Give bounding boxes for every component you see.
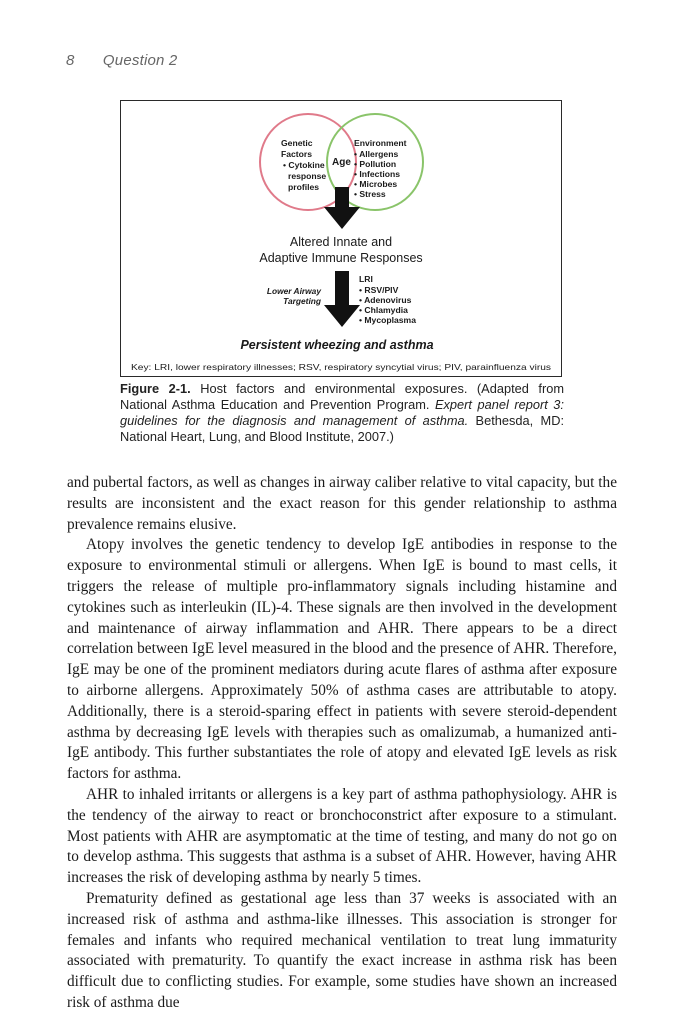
figure-diagram [120, 100, 562, 377]
paragraph: Prematurity defined as gestational age less than 37 weeks is associated with an increased risk of asthma and asthma-like illnesses. This association is stronger for females and infants who required mechanical ventilation to treat lung immaturity associated with prematurity. To quantify the exact increase in asthma risk has been difficult due to conflicting studies. For example, some studies have shown an increased risk of asthma due [67, 889, 617, 1011]
responses-line-1: Altered Innate and [289, 235, 393, 249]
section-title: Question 2 [102, 52, 178, 69]
environment-title: Environment [354, 138, 407, 148]
down-arrow-icon [324, 271, 360, 327]
age-label: Age [332, 157, 351, 168]
lri-item: • RSV/PIV [359, 285, 399, 295]
environment-item: • Pollution [354, 159, 397, 169]
figure-label: Figure 2-1. [120, 381, 191, 396]
genetic-title-2: Factors [281, 149, 313, 159]
outcome-label: Persistent wheezing and asthma [240, 338, 434, 352]
running-header [66, 52, 177, 69]
diagram-svg [121, 101, 563, 378]
environment-item: • Allergens [354, 149, 399, 159]
paragraph: AHR to inhaled irritants or allergens is a key part of asthma pathophysiology. AHR is the tendency of the airway to react or bronchoconstrict after exposure to a stimulant. Most patients with AHR are asymptomatic at the time of testing, and many do not go on to develop asthma. This suggests that asthma is a subset of AHR. However, having AHR increases the risk of developing asthma by nearly 5 times. [67, 785, 617, 887]
lri-item: • Chlamydia [359, 305, 408, 315]
caption-text: Bethesda, MD: National Heart, Lung, and Blood Institute, 2007.) [120, 413, 564, 444]
paragraph: and pubertal factors, as well as changes in airway caliber relative to vital capacity, but the results are inconsistent and the exact reason for this gender relationship to asthma prevalence remains elusive. [67, 474, 617, 533]
caption-text: Host factors and environmental exposures. (Adapted from National Asthma Education and Prevention Program. [120, 381, 564, 412]
genetic-item: response [288, 171, 327, 181]
figure-caption [120, 381, 564, 445]
targeting-line-2: Targeting [283, 296, 321, 306]
genetic-title-1: Genetic [281, 138, 313, 148]
page-number: 8 [66, 52, 75, 69]
paragraph: Atopy involves the genetic tendency to develop IgE antibodies in response to the exposure to environmental stimuli or allergens. When IgE is bound to mast cells, it triggers the release of multiple pro-inflammatory signals including histamine and cytokines such as interleukin (IL)-4. These signals are then involved in the development and maintenance of airway inflammation and AHR. There appears to be a direct correlation between IgE level measured in the blood and the presence of AHR. Therefore, IgE may be one of the prominent mediators during acute flares of asthma after exposure to airborne allergens. Approximately 50% of asthma cases are attributable to atopy. Additionally, there is a steroid-sparing effect in patients with severe steroid-dependent asthma by decreasing IgE levels with therapies such as omalizumab, a humanized anti-IgE antibody. This further substantiates the role of atopy and elevated IgE levels as risk factors for asthma. [67, 536, 617, 783]
responses-line-2: Adaptive Immune Responses [259, 251, 423, 265]
environment-item: • Infections [354, 169, 400, 179]
lri-title: LRI [359, 274, 373, 284]
genetic-item: profiles [288, 182, 320, 192]
caption-citation-title: Expert panel report 3: guidelines for the diagnosis and management of asthma. [120, 397, 564, 428]
lri-item: • Mycoplasma [359, 315, 416, 325]
environment-item: • Stress [354, 189, 386, 199]
figure-key: Key: LRI, lower respiratory illnesses; RSV, respiratory syncytial virus; PIV, parainfluenza virus [131, 362, 551, 372]
lri-item: • Adenovirus [359, 295, 412, 305]
body-text [67, 473, 617, 1014]
environment-item: • Microbes [354, 179, 398, 189]
targeting-line-1: Lower Airway [266, 286, 321, 296]
genetic-item: • Cytokine [283, 160, 325, 170]
